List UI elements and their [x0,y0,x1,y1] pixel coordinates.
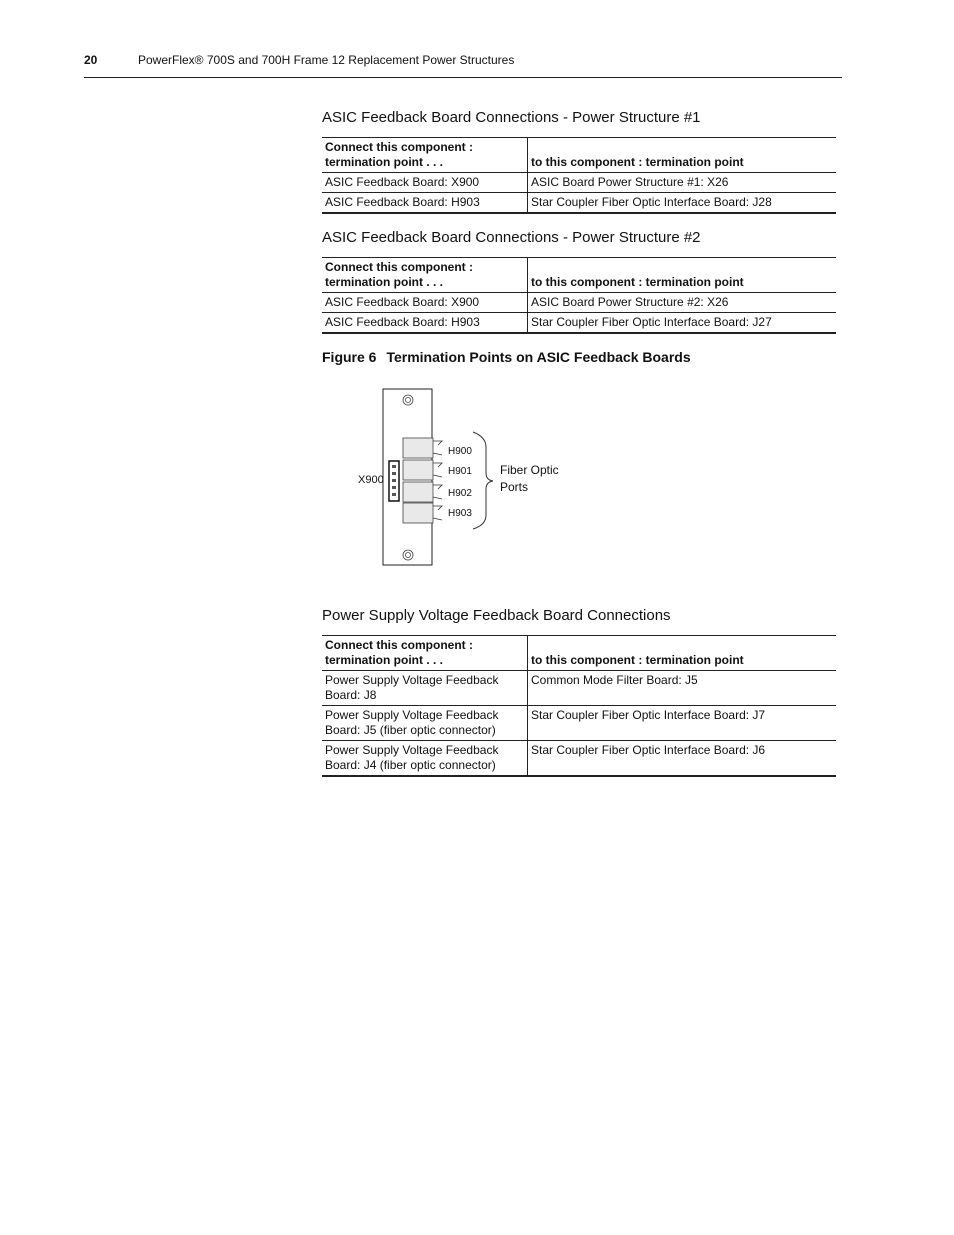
table-cell: ASIC Feedback Board: H903 [322,313,528,334]
port-label: H903 [448,508,472,519]
board-diagram-svg [352,385,572,570]
column-header: Connect this component : termination point . . . [322,636,528,671]
column-header: Connect this component : termination point . . . [322,258,528,293]
table-row [322,671,836,706]
port-label: H902 [448,488,472,499]
table-cell: Star Coupler Fiber Optic Interface Board: J7 [531,708,766,722]
table1-title: ASIC Feedback Board Connections - Power Structure #1 [322,109,701,126]
table-header-row [322,636,836,671]
table-cell: Common Mode Filter Board: J5 [531,673,698,687]
connector-label: X900 [358,474,384,486]
brace-icon [473,432,493,529]
port-label: H900 [448,446,472,457]
table-row [322,741,836,777]
table-row [322,293,836,313]
column-header: to this component : termination point [531,653,744,667]
column-header: to this component : termination point [531,155,744,169]
table-asic-ps1 [322,137,836,214]
table-row [322,193,836,214]
x900-connector-icon [389,461,399,501]
fiber-optic-label: Fiber Optic [500,463,559,477]
running-title: PowerFlex® 700S and 700H Frame 12 Replacement Power Structures [138,53,515,67]
table-header-row [322,138,836,173]
table-asic-ps2 [322,257,836,334]
table-row [322,313,836,334]
table-cell: Star Coupler Fiber Optic Interface Board: J6 [531,743,766,757]
figure-label: Figure 6 [322,349,377,365]
table-cell: Power Supply Voltage Feedback Board: J5 (fiber optic connector) [322,706,528,741]
table-cell: ASIC Feedback Board: X900 [322,173,528,193]
page-header [84,53,842,78]
figure-title: Termination Points on ASIC Feedback Boards [386,349,691,365]
table-cell: ASIC Feedback Board: X900 [322,293,528,313]
table-header-row [322,258,836,293]
table-cell: ASIC Board Power Structure #1: X26 [531,175,729,189]
table-cell: Power Supply Voltage Feedback Board: J8 [322,671,528,706]
ports-label: Ports [500,480,529,494]
column-header: Connect this component : termination point . . . [322,138,528,173]
page-number: 20 [84,53,98,67]
table-row [322,706,836,741]
fiber-port-icon [403,503,442,523]
fiber-port-icon [403,482,442,502]
fiber-port-icon [403,438,442,458]
table-psvf [322,635,836,777]
table-cell: Star Coupler Fiber Optic Interface Board: J28 [531,195,772,209]
table-cell: ASIC Board Power Structure #2: X26 [531,295,729,309]
table3-title: Power Supply Voltage Feedback Board Connections [322,607,671,624]
port-label: H901 [448,466,472,477]
asic-feedback-board-diagram [352,385,572,575]
column-header: to this component : termination point [531,275,744,289]
figure-caption [322,349,691,365]
table2-title: ASIC Feedback Board Connections - Power Structure #2 [322,229,701,246]
table-row [322,173,836,193]
table-cell: ASIC Feedback Board: H903 [322,193,528,214]
table-cell: Star Coupler Fiber Optic Interface Board: J27 [531,315,772,329]
fiber-port-icon [403,460,442,480]
table-cell: Power Supply Voltage Feedback Board: J4 (fiber optic connector) [322,741,528,777]
